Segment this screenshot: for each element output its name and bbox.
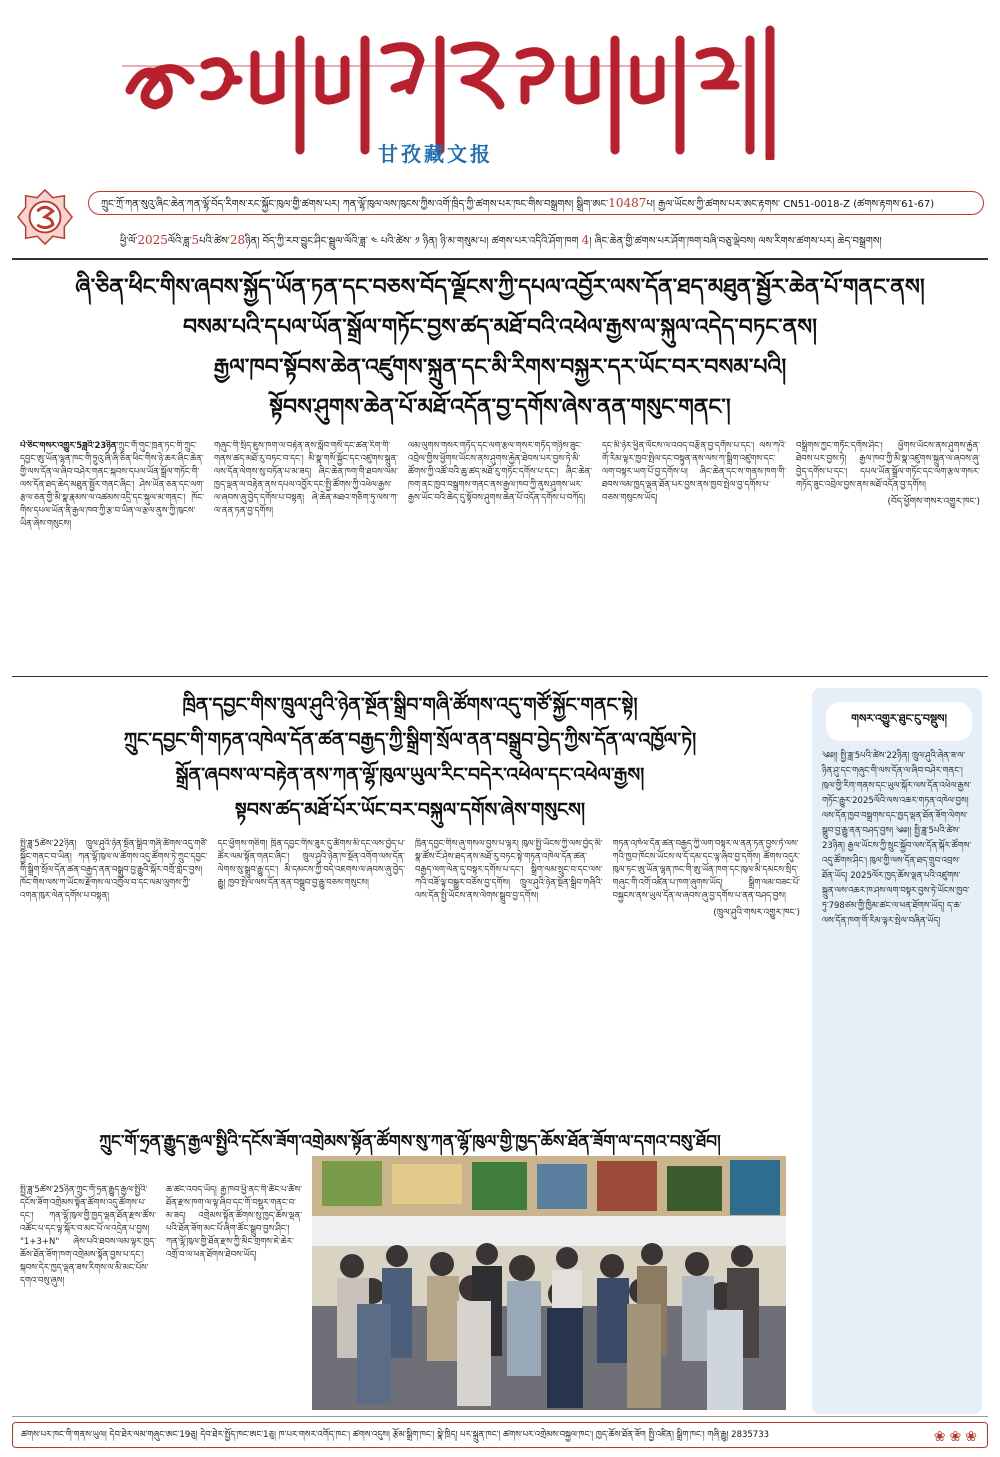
third-article-column: ཆ་ཚང་འབད་ཡོད། རྒྱ་ཁབ་ཕྱི་ནང་གི་ཚོང་པ་ཚོས་ཐོན་རྫས་ཁག་ལ་ལྟ་ཞིབ་དང་གོ་བསྡུར་གནང་བ་མ་ཟད། འགྲེམས་སྟོན་ཚོགས་སུ་ཁྱད་ཆོས་ལྡན་པའི་ཐོན་ཟོག་མང་པོ་ཞིག་ཚོང་སྒྲུབ་བྱས་ཤིང་། ཀན་ལྷོ་ཁུལ་གྱི་ཐོན་རྫས་ཀྱི་མིང་གྲགས་ཇེ་ཆེར་འགྲོ་བ་ལ་ཕན་ཐོགས་ཐེབས་ཡོད། [166,1185,302,1260]
lead-article-column: དང་མི་ཉེར་ཕྱིན་ལོངས་ལ་འབད་བརྩོན་བྱ་དགོས་པ་དང་། ལས་ཀའི་གོ་རིམ་ལྟར་ཁྱབ་སྤེལ་དང་བསྟུན་ནས་ལས་ཀ་སྒྲིག་འཛུགས་དང་ལག་བསྟར་ཡག་པོ་བྱ་དགོས་པ། ཞིང་ཆེན་དང་ས་གནས་ཁག་གི་ཐབས་ལམ་ཁྱད་ལྡན་ཐོན་པར་བྱས་ནས་ཁྱབ་སྤེལ་བྱ་དགོས་པ་བཅས་གསུངས་ཡོད། [602,441,786,503]
second-headline-line: ཁྲིན་དབྱང་གིས་ཁྲུལ་ཤུའི་ཉེན་སྔོན་སྒྲིབ་གཞི་ཚོགས་འདུ་གཙོ་སྐྱོང་གནང་སྟེ། [182,694,638,716]
cn-number: CN51-0018-Z [783,199,850,210]
article-text: བསྒྲིགས་ཀྱང་གཏོང་དགོས་ཤིང་། ཕྱོགས་ཡོངས་ནས་ཤུགས་རྐྱེན་ཐེབས་པར་བྱས་ཏེ། རྒྱལ་ཁབ་ཀྱི་མི་སྣ་འཛུགས་སྐྲུན་ལ་ཞབས་ཞུ་བྱེད་དགོས་པ་དང་། དཔལ་ཡོན་སྒྲོལ་གཏོང་དང་ལག་རྩལ་གསར་གཏོད་ཟུང་འབྲེལ་བྱས་ནས་མཐོ་འདོན་བྱ་དགོས། [796,441,980,490]
lead-headline-line: སྟོབས་ཤུགས་ཆེན་པོ་མཐོ་འདོན་བྱ་དགོས་ཞེས་ནན་གསུང་གནང་། [269,395,731,420]
date-tibetan: ཉིན། བོད་ཀྱི་རབ་བྱུང་ཤིང་སྦྲུལ་ལོའི་ཟླ་ ༤ པའི་ཚེས་ ༡ ཉིན། ཉི་མ་གསུམ་པ། [245,236,489,247]
pages-label: ཚགས་པར་འདིའི་ཤོག་ཁག [491,236,582,247]
lead-article-column [20,440,204,665]
second-article-column: དང་ཕྱོགས་གཅིག། ཁྲིན་དབྱང་གིས་ཟུར་དུ་ཚོགས་མི་དང་ལས་བྱེད་པ་ཚོར་ལམ་སྟོན་གནང་ཞིང་། ཁྲུལ་ཤུའི་ཉེན་ཁ་སྔོན་འགོག་ལས་དོན་ལེགས་སུ་སྒྲུབ་རྒྱུ་དང་། མི་དམངས་ཀྱི་བདེ་འཇགས་ལ་ཞབས་ཞུ་བྱེད་རྒྱུ། ཁྱབ་སྤེལ་ལས་དོན་ནན་བསྒྲུབ་བྱ་རྒྱུ་བཅས་གསུངས། [217,839,405,888]
newspaper-emblem-icon [16,188,74,246]
second-article [20,838,800,1123]
info-publisher: ཀྲུང་ཀྲོ་ཀན་སུའུ་ཞིང་ཆེན་ཀན་ལྷོ་བོད་རིགས་རང་སྐྱོང་ཁུལ་གྱི་ཚགས་པར། ཀན་ལྷོ་ཁུལ་ལས་ཁུངས་ཀྱིས་འགོ་ཁྲིད་ཀྱི་ཚགས་པར་ཁང་གིས་བསྒྲགས། སྒྲིག་ཨང་ [101,199,609,210]
dateline [120,230,984,258]
publication-info-bar [88,191,984,215]
lead-article [20,440,980,665]
footer-phone: 2835733 [731,1430,770,1440]
article-byline: (བོད་ཕྱོགས་གསར་འགྱུར་ཁང་) [887,497,980,507]
masthead [0,0,1000,185]
lead-headline-line: རྒྱལ་ཁབ་སྟོབས་ཆེན་འཛུགས་སྐྲུན་དང་མི་རིགས་བསྐྱར་དར་ཡོང་བར་བསམ་པའི། [213,355,787,380]
info-tail: (ཚགས་རྟགས་61-67) [853,199,935,210]
lead-headline-line: བསམ་པའི་དཔལ་ཡོན་སྒྲོལ་གཏོང་བྱས་ཚད་མཐོ་བའི་འཕེལ་རྒྱས་ལ་སྐུལ་འདེད་བཏང་ནས། [182,315,818,340]
masthead-subtitle: 甘孜藏文报 [378,142,493,166]
second-article-column [613,838,801,1123]
date-month-label: ལོའི་ཟླ་ [167,236,192,247]
sidebar-title: གསར་འགྱུར་ཐུང་ངུ་བསྡུས། [826,702,972,741]
footer-bar [12,1422,988,1448]
date-suffix: ། ཞིང་ཆེན་གྱི་ཚགས་པར་ཤོག་ཁག་བཞི་བཅུ་ལྡེབས། ལས་རིགས་ཚགས་པར། ཆེད་བསྒྲགས། [589,236,882,247]
footer-text: ཚགས་པར་ཁང་གི་གནས་ཡུལ། དེབ་ཐེར་ལམ་གཞུང་ཨང་19ཅུ། དེབ་ཐེར་སྤྱོད་ཁང་ཨང་1ཅུ། ཁ་པར་གསར་འགོད་ཁང་། ཚགས་འདུས། རྩོམ་སྒྲིག་ཁང་། སྣེ་ཁྲིད། པར་སྐྲུན་ཁང་། ཚགས་པར་འགྲེམས་བསྐྱལ་ཁང་། ཁྱད་ཆོས་ཐོན་ཟོག སྤྱི་འཛིན། སྒྲིག་ཁང་། གཞི་རྒྱུ། [21,1430,729,1440]
footer-divider [12,1416,988,1417]
second-headline-line: སྒྲོན་ཞབས་ལ་བརྟེན་ནས་ཀན་ལྷོ་ཁུལ་ཡུལ་རིང་བདེར་འཕེལ་དང་འཕེལ་རྒྱས། [175,764,645,786]
page-count: 4 [581,233,590,247]
second-headline-line: ཀྲུང་དབྱང་གི་གཏན་འཁེལ་དོན་ཚན་བརྒྱད་ཀྱི་སྒྲིག་སྲོལ་ནན་བསྒྲུབ་བྱེད་ཀྱིས་དོན་ལ་འཁྱོལ་ཏེ། [123,729,697,751]
third-article [20,1184,302,1412]
date-year: 2025 [137,233,168,247]
second-article-column: ཁྲིན་དབྱང་གིས་ཞུ་གསལ་བྱས་པ་ལྟར། ཁུལ་སྤྱི་ཡོངས་ཀྱི་ལས་བྱེད་མི་སྣ་ཚོས་ངོ་ཤེས་ཐད་ནས་མཐོ་རུ་བཏང་སྟེ་གཏན་འཁེལ་དོན་ཚན་བརྒྱད་ལག་ལེན་དུ་བསྟར་དགོས་པ་དང་། སྒྲིག་ལམ་སྲུང་བ་དང་ལས་ཀའི་བཟོ་ལྟ་བསྒྱུར་བཅོས་བྱ་དགོས། ཁྲུལ་ཤུའི་ཉེན་སྔོན་སྒྲིབ་གཞིའི་ལས་དོན་སྤྱི་ཡོངས་ནས་ལེགས་སྒྲུབ་བྱ་དགོས། [415,839,603,901]
date-day-label: པའི་ཚེས་ [199,236,230,247]
article-dateline: པེ་ཅིང་གསར་འགྱུར་5ཟླའི་23ཉིན་ [20,441,119,451]
second-article-column: སྤྱི་ཟླ་5ཚེས་22ཉིན། ཁྲུལ་ཤུའི་ཉེན་སྔོན་སྒྲིབ་གཞི་ཚོགས་འདུ་གཙོ་སྐྱོང་གནང་བ་ཡིན། ཀན་ལྷོ་ཁུལ་ལ་ཚོགས་འདུ་ཚོགས་ཏེ་ཀྲུང་དབྱང་གི་སྒྲིག་སྲོལ་དོན་ཚན་བརྒྱད་ནན་བསྒྲུབ་བྱ་རྒྱུའི་སྐོར་བགྲོ་གླེང་བྱས། ཁོང་གིས་ལས་ཀ་ཡོངས་རྫོགས་ལ་འཁྱོལ་བ་དང་ལམ་ལུགས་ཀྱི་འགན་ཁུར་ལེན་དགོས་པ་བསྟན། [20,839,208,901]
date-month: 5 [191,233,200,247]
lead-headline [20,268,980,428]
third-headline: ཀྲུང་གོ་ཧྲན་རྒྱུད་རྒྱལ་སྤྱིའི་དངོས་ཟོག་འགྲེམས་སྟོན་ཚོགས་སུ་ཀན་ལྷོ་ཁུལ་གྱི་ཁྱད་ཆོས་ཐོན་ཟོག་ལ་དགའ་བསུ་ཐོབ། [99,1132,721,1152]
second-headline-line: སྟབས་ཚད་མཐོ་པོར་ཡོང་བར་བསྐུལ་དགོས་ཞེས་གསུངས། [234,799,586,821]
news-brief-sidebar [812,688,982,1414]
lotus-icon: ❀ [933,1429,946,1445]
lotus-icon: ❀ [949,1429,962,1445]
masthead-divider [12,258,988,260]
lead-headline-line: ཞི་ཅིན་ཕིང་གིས་ཞབས་སྐྱོད་ཡོན་ཏན་དང་བཅས་བོད་ལྗོངས་ཀྱི་དཔལ་འབྱོར་ལས་དོན་ཐད་མཐུན་སྦྱོར་ཆེན་པོ་གནང་ནས། [75,275,925,300]
article-byline: (ཁྲུལ་ཤུའི་གསར་འགྱུར་ཁང་) [713,908,800,918]
lead-article-column: ལམ་ལུགས་གསར་གཏོད་དང་ལག་རྩལ་གསར་གཏོད་གཉིས་ཟུང་འབྲེལ་གྱིས་ཕྱོགས་ཡོངས་ནས་ཤུགས་རྐྱེན་ཐེབས་པར་བྱས་ཏེ་མི་ཚོགས་ཀྱི་འཚོ་བའི་ཆུ་ཚད་མཐོ་རུ་གཏོང་དགོས་པ་དང་། ཞིང་ཆེན་ཁག་ནང་ཁྱབ་བསྒྲགས་གནང་ནས་རྒྱལ་ཁབ་ཀྱི་ནུས་ཤུགས་ཡར་རྒྱས་ཡོང་བའི་ཆེད་དུ་སྟོབས་ཤུགས་ཆེན་པོ་འདོན་དགོས་པ་བཀོད། [408,441,592,503]
lotus-icon: ❀ [965,1429,977,1445]
issue-number: 10487 [608,196,647,210]
date-day: 28 [229,233,246,247]
date-prefix: ཕྱི་ལོ་ [120,236,138,247]
sidebar-body: ༄༅།། སྤྱི་ཟླ་5པའི་ཚེས་22ཉིན། ཁྲུལ་ཤུའི་ཞེན་ཟ་ལ་ཉིན་ཤུ་དང་གཞུང་གི་ལས་དོན་ལ་ཞིབ་བཤེར་གནང་། ཁུལ་གྱི་རིག་གནས་དང་ཡུལ་སྐོར་ལས་དོན་འཕེལ་རྒྱས་གཏོང་རྒྱུར་2025ལོའི་ལས་འཆར་གཏན་འཁེལ་བྱས། ལས་དོན་ཁྱབ་བསྒྲགས་དང་ཁྱད་ལྡན་ཐོན་ཟོག་ལེགས་སྒྲུབ་བྱ་རྒྱུ་ནན་བཤད་བྱས། ༄༅།། སྤྱི་ཟླ་5པའི་ཚེས་23ཉིན། རྒྱལ་ཡོངས་ཀྱི་སྲུང་སྐྱོབ་ལས་དོན་སྐོར་ཚོགས་འདུ་ཚོགས་ཤིང་། ཁུལ་གྱི་ལས་དོན་ཐད་གྲུབ་འབྲས་ཐོན་ཡོད། 2025ལོར་ཁྱད་ཆོས་ལྡན་པའི་འཛུགས་སྐྲུན་ལས་འཆར་ཁ་ཤས་ལག་བསྟར་བྱས་ཏེ་ཡོངས་ཁྱབ་ཏུ་798ཙམ་གྱི་ཁྱིམ་ཚང་ལ་ཕན་ཐོགས་ཡོད། ད་ཆ་ལས་དོན་ཁག་གོ་རིམ་ལྟར་སྤེལ་བཞིན་ཡོད། [822,751,972,926]
footer-icons [930,1427,977,1448]
lead-article-column [796,440,980,665]
section-divider [12,676,988,677]
info-registration: པ། རྒྱལ་ཡོངས་ཀྱི་ཚགས་པར་ཨང་རྟགས་ [646,199,781,210]
second-headline [20,688,800,828]
third-article-column: སྤྱི་ཟླ་5ཚེས་25ཉིན་ཀྲུང་གོ་ཧྲན་རྒྱུད་རྒྱལ་སྤྱིའི་དངོས་ཟོག་འགྲེམས་སྟོན་ཚོགས་འདུ་ཚོགས་པ་དང་། ཀན་ལྷོ་ཁུལ་གྱི་ཁྱད་ལྡན་ཐོན་རྫས་ཚོས་འཚོང་པ་དང་ལྟ་སྐོར་བ་མང་པོ་ལ་འདྲེན་པ་བྱས། "1+3+N" ཞེས་པའི་ཐབས་ལམ་ལྟར་ཁྱད་ཆོས་ཐོན་ཟོག་ཁག་འགྲེམས་སྟོན་བྱས་པ་དང་། སྐབས་དེར་ཁྱད་ལྡན་ཟས་རིགས་ལ་མི་མང་པོས་དགའ་བསུ་ཞུས། [20,1185,156,1286]
article-text: གཏན་འཁེལ་དོན་ཚན་བརྒྱད་ཀྱི་ལག་བསྟར་ལ་ནན་ཏན་བྱས་ཏེ་ལས་ཀའི་ཁྱབ་ཁོངས་ཡོངས་ལ་དོ་དམ་དང་ལྟ་ཞིབ་བྱ་དགོས། ཚོགས་འདུར་ཁུལ་ཏང་ཨུ་ཡོན་ལྷན་ཁང་གི་ཨུ་ཡོན་ཁག་དང་ཁུལ་མི་དམངས་སྲིད་གཞུང་གི་འགོ་འཛིན་པ་ཁག་ཞུགས་ཡོད། སྒྲིག་ལམ་བཟང་པོ་བསྐྱངས་ནས་ཡུལ་དོན་ལ་ཞབས་ཞུ་བྱ་དགོས་པ་ནན་བཤད་བྱས། [612,839,800,901]
lead-article-column: གཞུང་གི་སྲིད་ཇུས་ཁག་ལ་བརྟེན་ནས་སློབ་གསོ་དང་ཚན་རིག་གི་གནས་ཚད་མཐོ་རུ་བཏང་བ་དང་། མི་སྣ་གསོ་སྐྱོང་དང་འཛུགས་སྐྲུན་ལས་དོན་ལེགས་སུ་བཏོན་པ་མ་ཟད། ཞིང་ཆེན་ཁག་གི་ཐབས་ལམ་ཁྱད་ལྡན་ལ་བརྟེན་ནས་དཔལ་འབྱོར་དང་སྤྱི་ཚོགས་ཀྱི་འཕེལ་རྒྱས་ལ་ཞབས་ཞུ་བྱེད་དགོས་པ་བསྟན། ཞེ་ཆེན་མཐའ་གཅིག་ཏུ་ལས་ཀ་ལ་ནན་ཏན་བྱ་དགོས། [214,441,398,516]
expo-crowd-photo [312,1156,786,1410]
article-text: ཀྲུང་གོ་གུང་ཁྲན་ཏང་གི་ཀྲུང་དབྱང་ཨུ་ཡོན་ལྷན་ཁང་གི་ཏྲུའུ་ཞི་ཞི་ཅིན་ཕིང་གིས་ཉེ་ཆར་ཞིང་ཆེན་གྱི་ལས་དོན་ལ་ཞིབ་བཤེར་གནང་སྐབས་དཔལ་ཡོན་སྒྲོལ་གཏོང་གི་ལས་དོན་ཐད་ཆེད་མཐུན་སྦྱོར་གནང་ཞིང་། ཤེས་ཡོན་ཅན་དང་ལག་རྩལ་ཅན་གྱི་མི་སྣ་རྣམས་ལ་འཚམས་འདྲི་དང་སྐུལ་མ་གནང་། ཁོང་གིས་དཔལ་ཡོན་ནི་རྒྱལ་ཁབ་ཀྱི་རྩ་བ་ཡིན་ལ་རྩལ་ནུས་ཀྱི་ཁུངས་ཡིན་ཞེས་གསུངས། [20,441,204,529]
